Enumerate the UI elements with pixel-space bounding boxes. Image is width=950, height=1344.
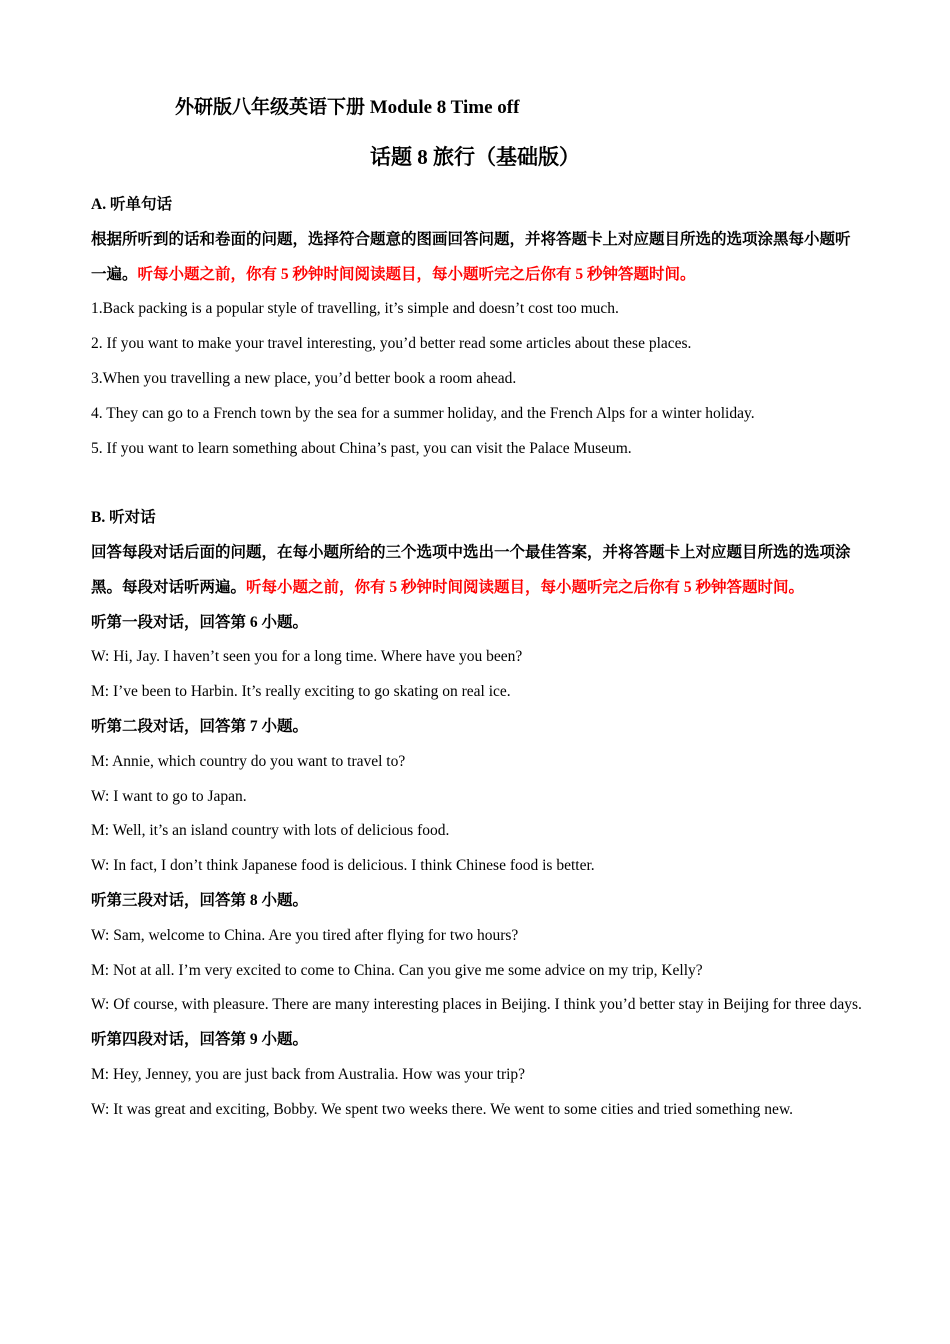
dialogue-4-line-1: M: Hey, Jenney, you are just back from Australia. How was your trip?: [91, 1065, 526, 1083]
section-a-instruction-text: 根据所听到的话和卷面的问题，选择符合题意的图画回答问题，并将答题卡上对应题目所选的选项涂黑每小题听一遍。: [91, 230, 851, 283]
dialogue-1-line-2: M: I’ve been to Harbin. It’s really exciting to go skating on real ice.: [91, 683, 511, 701]
dialogue-3-line-2: M: Not at all. I’m very excited to come to China. Can you give me some advice on my trip, Kelly?: [91, 961, 703, 979]
sentence-4: 4. They can go to a French town by the sea for a summer holiday, and the French Alps for a winter holiday.: [91, 404, 755, 422]
section-b-instruction-text: 回答每段对话后面的问题，在每小题所给的三个选项中选出一个最佳答案，并将答题卡上对应题目所选的选项涂黑。每段对话听两遍。: [91, 543, 851, 596]
dialogue-3-line-1: W: Sam, welcome to China. Are you tired after flying for two hours?: [91, 926, 519, 944]
dialogue-1-label: 听第一段对话，回答第 6 小题。: [91, 613, 309, 631]
document-body: [91, 188, 863, 1128]
section-a-instruction-red: 听每小题之前，你有 5 秒钟时间阅读题目，每小题听完之后你有 5 秒钟答题时间。: [137, 265, 696, 283]
dialogue-1-line-1: W: Hi, Jay. I haven’t seen you for a long time. Where have you been?: [91, 648, 523, 666]
section-b-instruction: [91, 536, 863, 606]
section-a-instruction: [91, 223, 863, 293]
spacer: [91, 466, 863, 501]
dialogue-2-line-4: W: In fact, I don’t think Japanese food is delicious. I think Chinese food is better.: [91, 857, 595, 875]
section-b-heading: B. 听对话: [91, 509, 156, 527]
dialogue-3-line-3: W: Of course, with pleasure. There are many interesting places in Beijing. I think you’d better stay in Beijing for three days.: [91, 996, 862, 1014]
dialogue-2-line-3: M: Well, it’s an island country with lots of delicious food.: [91, 822, 450, 840]
sentence-2: 2. If you want to make your travel interesting, you’d better read some articles about these places.: [91, 335, 692, 353]
sentence-5: 5. If you want to learn something about China’s past, you can visit the Palace Museum.: [91, 439, 632, 457]
dialogue-2-line-1: M: Annie, which country do you want to travel to?: [91, 752, 406, 770]
document-title: 外研版八年级英语下册 Module 8 Time off: [175, 97, 520, 118]
section-a-heading: A. 听单句话: [91, 196, 172, 213]
dialogue-4-line-2: W: It was great and exciting, Bobby. We spent two weeks there. We went to some cities and tried something new.: [91, 1100, 794, 1118]
section-b-instruction-red: 听每小题之前，你有 5 秒钟时间阅读题目，每小题听完之后你有 5 秒钟答题时间。: [246, 578, 805, 596]
sentence-3: 3.When you travelling a new place, you’d better book a room ahead.: [91, 369, 517, 387]
dialogue-2-line-2: W: I want to go to Japan.: [91, 787, 247, 805]
dialogue-3-label: 听第三段对话，回答第 8 小题。: [91, 891, 309, 909]
dialogue-4-label: 听第四段对话，回答第 9 小题。: [91, 1031, 309, 1049]
document-subtitle: 话题 8 旅行（基础版）: [370, 145, 580, 169]
dialogue-2-label: 听第二段对话，回答第 7 小题。: [91, 717, 309, 735]
sentence-1: 1.Back packing is a popular style of travelling, it’s simple and doesn’t cost too much.: [91, 300, 619, 318]
